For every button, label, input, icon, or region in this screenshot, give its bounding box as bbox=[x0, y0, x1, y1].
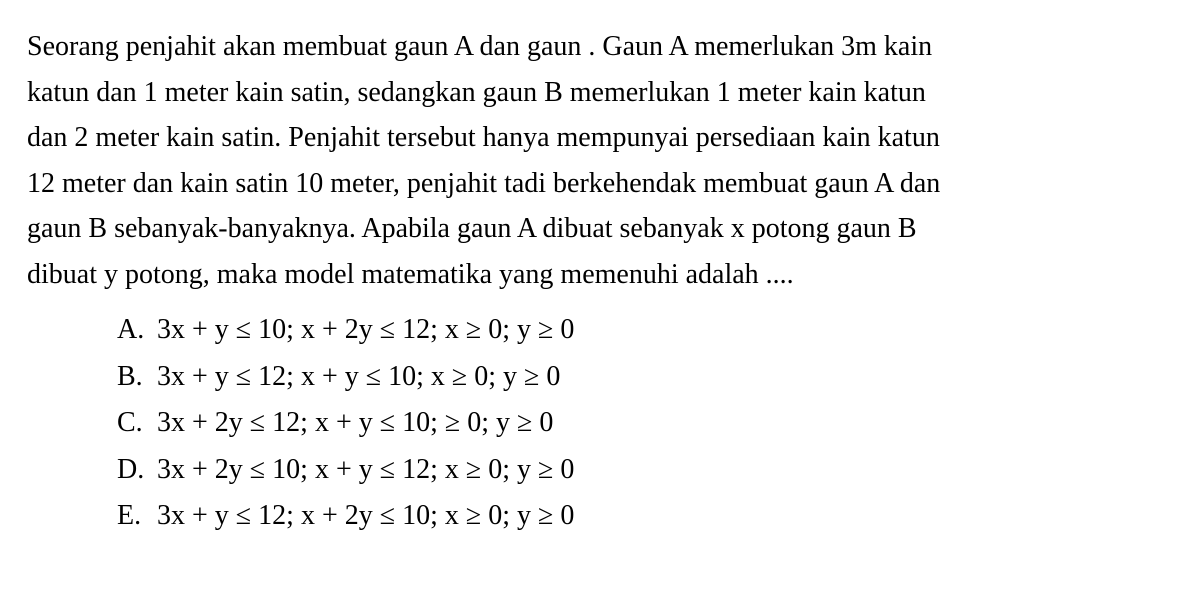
option-letter: E. bbox=[117, 500, 142, 531]
option-c[interactable] bbox=[117, 400, 574, 447]
option-letter: D. bbox=[117, 453, 145, 485]
question-line: gaun B sebanyak-banyaknya. Apabila gaun A dibuat sebanyak x potong gaun B bbox=[27, 213, 917, 244]
question-line: dibuat y potong, maka model matematika yang memenuhi adalah .... bbox=[27, 258, 794, 290]
option-text: 3x + y ≤ 12; x + y ≤ 10; x ≥ 0; y ≥ 0 bbox=[157, 360, 561, 392]
question-line: Seorang penjahit akan membuat gaun A dan gaun . Gaun A memerlukan 3m kain bbox=[27, 31, 933, 62]
option-letter: C. bbox=[117, 407, 143, 438]
option-text: 3x + y ≤ 10; x + 2y ≤ 12; x ≥ 0; y ≥ 0 bbox=[157, 314, 575, 345]
option-b[interactable] bbox=[117, 354, 574, 401]
question-line: 12 meter dan kain satin 10 meter, penjahit tadi berkehendak membuat gaun A dan bbox=[27, 167, 941, 199]
answer-options bbox=[117, 307, 574, 540]
option-text: 3x + y ≤ 12; x + 2y ≤ 10; x ≥ 0; y ≥ 0 bbox=[157, 500, 575, 531]
option-letter: A. bbox=[117, 314, 145, 345]
option-d[interactable] bbox=[117, 447, 574, 494]
option-text: 3x + 2y ≤ 10; x + y ≤ 12; x ≥ 0; y ≥ 0 bbox=[157, 453, 575, 485]
question-line: katun dan 1 meter kain satin, sedangkan gaun B memerlukan 1 meter kain katun bbox=[27, 76, 926, 108]
option-a[interactable] bbox=[117, 307, 574, 354]
option-letter: B. bbox=[117, 360, 143, 392]
option-text: 3x + 2y ≤ 12; x + y ≤ 10; ≥ 0; y ≥ 0 bbox=[157, 407, 554, 438]
option-e[interactable] bbox=[117, 493, 574, 540]
question-line: dan 2 meter kain satin. Penjahit tersebut hanya mempunyai persediaan kain katun bbox=[27, 122, 940, 153]
question-text bbox=[27, 24, 1167, 297]
